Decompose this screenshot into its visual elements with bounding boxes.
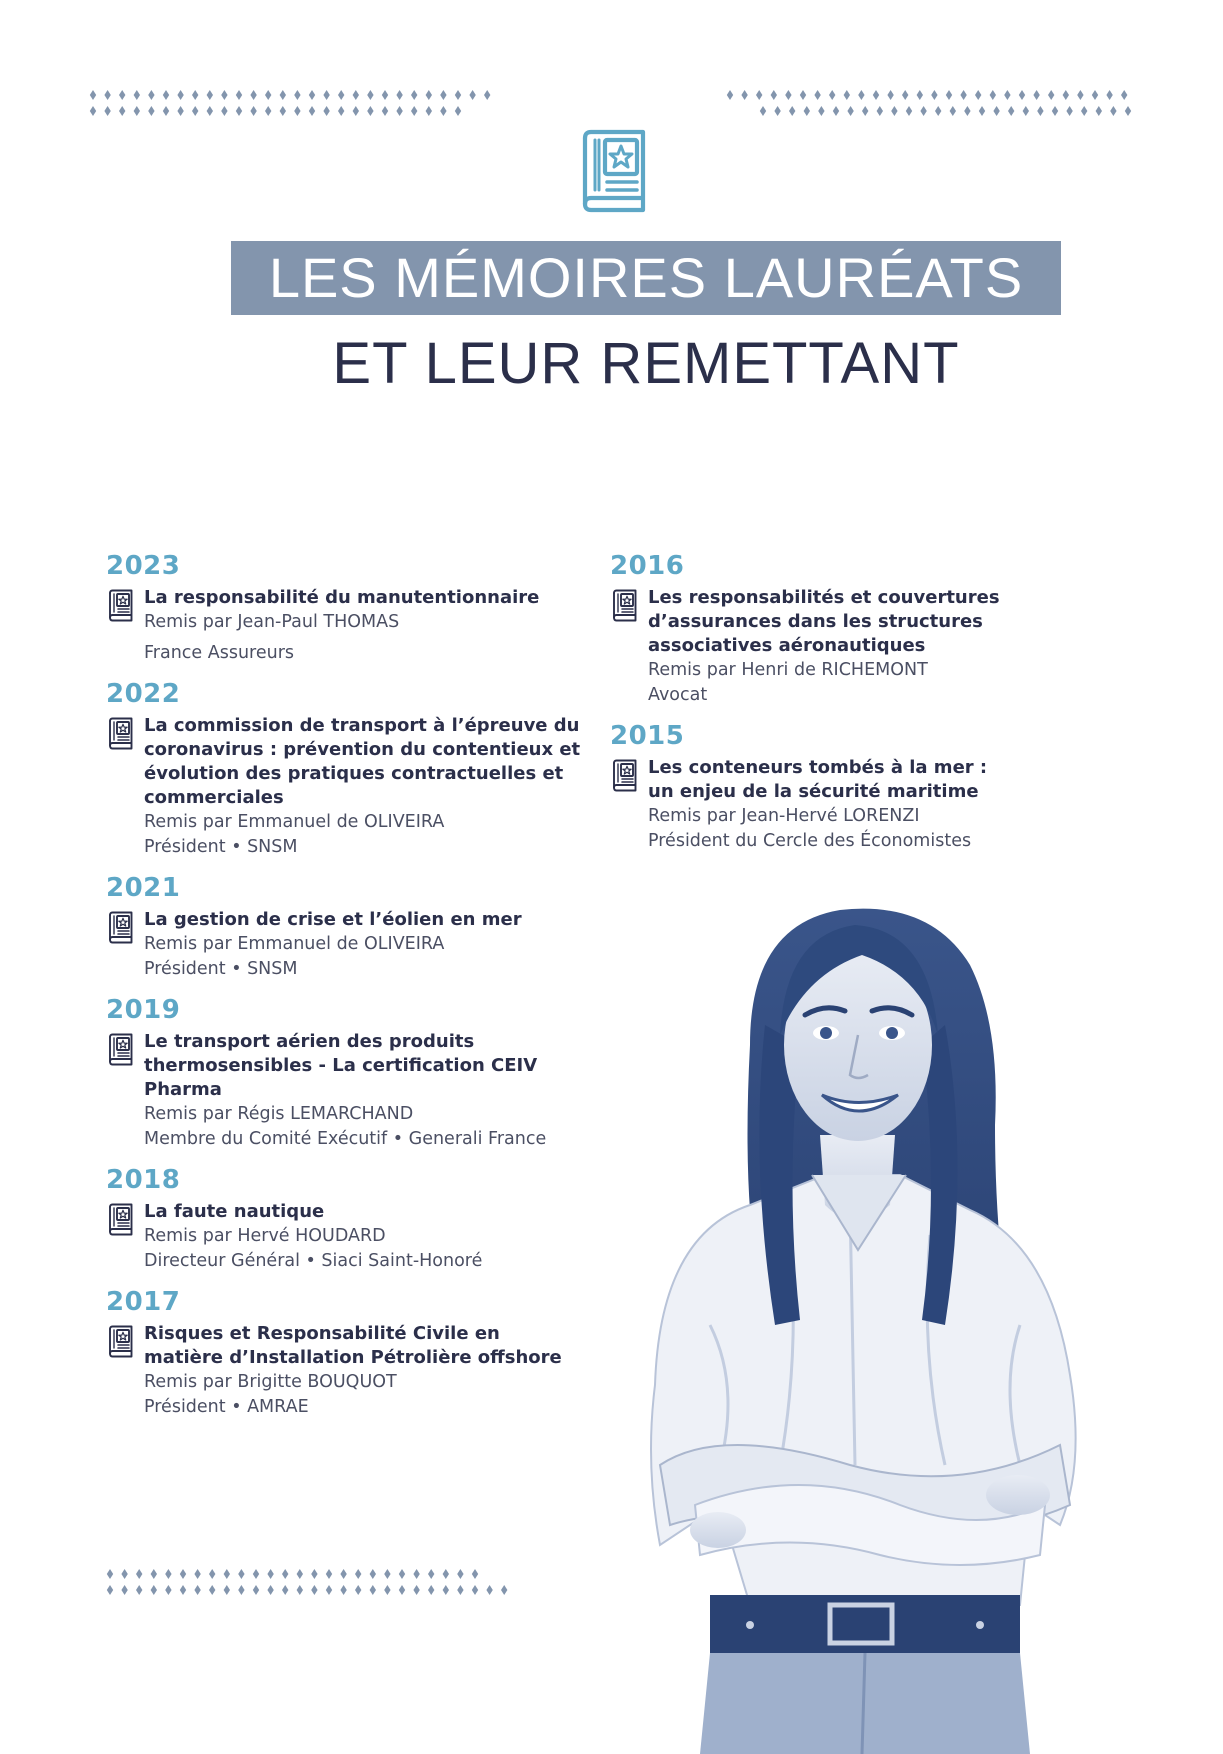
diamond-dot: [180, 1569, 186, 1579]
remettant-role: Directeur Général • Siaci Saint-Honoré: [144, 1251, 483, 1271]
diamond-dot: [440, 90, 446, 100]
diamond-dot: [950, 106, 956, 116]
year-label: 2019: [106, 995, 181, 1025]
remis-par: Remis par Régis LEMARCHAND: [144, 1104, 414, 1124]
diamond-dot: [250, 106, 256, 116]
book-star-icon: [106, 1325, 133, 1358]
diamond-dot: [370, 1569, 376, 1579]
diamond-dot: [440, 106, 446, 116]
diamond-dot: [902, 90, 908, 100]
diamond-dot: [192, 90, 198, 100]
page-title-line1: LES MÉMOIRES LAURÉATS: [268, 246, 1024, 309]
diamond-dot: [326, 1569, 332, 1579]
diamond-dot: [891, 106, 897, 116]
memoire-title: Risques et Responsabilité Civile en matière d’Installation Pétrolière offshore: [144, 1323, 562, 1368]
remis-par: Remis par Jean-Hervé LORENZI: [648, 806, 920, 826]
diamond-dot: [917, 90, 923, 100]
memoire-title: La commission de transport à l’épreuve du coronavirus : prévention du contentieux et évolution des pratiques contractuelles et commerciales: [144, 715, 581, 808]
diamond-dot: [399, 1569, 405, 1579]
diamond-dot: [265, 90, 271, 100]
diamond-dot: [267, 1585, 273, 1595]
diamond-dot: [136, 1585, 142, 1595]
laureates-column-right: [610, 550, 1030, 854]
diamond-dot: [353, 90, 359, 100]
diamond-dot: [946, 90, 952, 100]
decor-dots-top-left-1: [88, 88, 493, 102]
diamond-dot: [804, 106, 810, 116]
laureate-block-2016: [610, 550, 1030, 708]
decor-dots-bottom-1: [105, 1567, 480, 1581]
diamond-dot: [1121, 90, 1127, 100]
book-star-icon: [610, 759, 637, 792]
diamond-dot: [964, 106, 970, 116]
laureate-entry: [610, 586, 1030, 708]
diamond-dot: [90, 90, 96, 100]
diamond-dot: [399, 1585, 405, 1595]
year-label: 2015: [610, 721, 685, 751]
diamond-dot: [1063, 90, 1069, 100]
diamond-dot: [1110, 106, 1116, 116]
laureate-block-2017: [106, 1286, 606, 1420]
diamond-dot: [396, 90, 402, 100]
year-label: 2021: [106, 873, 181, 903]
diamond-dot: [107, 1569, 113, 1579]
diamond-dot: [163, 106, 169, 116]
decor-dots-top-right-2: [758, 104, 1133, 118]
memoire-title: Les responsabilités et couvertures d’assurances dans les structures associatives aéronautiques: [648, 587, 1000, 656]
remettant-role: France Assureurs: [144, 643, 295, 663]
diamond-dot: [90, 106, 96, 116]
diamond-dot: [887, 90, 893, 100]
diamond-dot: [1023, 106, 1029, 116]
diamond-dot: [457, 1569, 463, 1579]
book-star-icon: [106, 717, 133, 750]
diamond-dot: [294, 90, 300, 100]
diamond-dot: [148, 106, 154, 116]
diamond-dot: [280, 106, 286, 116]
diamond-dot: [960, 90, 966, 100]
diamond-dot: [207, 90, 213, 100]
book-star-icon: [610, 589, 637, 622]
diamond-dot-pattern-icon: [88, 88, 493, 102]
diamond-dot: [413, 1569, 419, 1579]
diamond-dot: [177, 106, 183, 116]
diamond-dot-pattern-icon: [105, 1583, 510, 1597]
diamond-dot: [194, 1569, 200, 1579]
diamond-dot: [1004, 90, 1010, 100]
book-star-icon: [106, 589, 133, 622]
diamond-dot: [906, 106, 912, 116]
diamond-dot: [1037, 106, 1043, 116]
diamond-dot: [455, 90, 461, 100]
laureates-column-left: [106, 550, 606, 1420]
laureate-block-2021: [106, 872, 606, 982]
diamond-dot: [224, 1585, 230, 1595]
diamond-dot: [774, 106, 780, 116]
remis-par: Remis par Hervé HOUDARD: [144, 1226, 386, 1246]
diamond-dot: [355, 1569, 361, 1579]
diamond-dot: [148, 90, 154, 100]
diamond-dot: [443, 1585, 449, 1595]
diamond-dot: [238, 1569, 244, 1579]
diamond-dot-pattern-icon: [88, 104, 463, 118]
remettant-role: Président • SNSM: [144, 837, 298, 857]
laureate-entry: [106, 1030, 606, 1152]
diamond-dot: [785, 90, 791, 100]
diamond-dot: [760, 106, 766, 116]
diamond-dot: [1033, 90, 1039, 100]
diamond-dot: [1048, 90, 1054, 100]
memoire-title: Le transport aérien des produits thermosensibles - La certification CEIV Pharma: [144, 1031, 538, 1100]
book-star-icon: [106, 911, 133, 944]
laureate-entry: [106, 586, 606, 666]
diamond-dot: [411, 106, 417, 116]
diamond-dot: [771, 90, 777, 100]
book-star-icon: [106, 1203, 133, 1236]
page-title-line2: ET LEUR REMETTANT: [332, 331, 960, 396]
woman-portrait-image: [600, 905, 1120, 1754]
diamond-dot: [469, 90, 475, 100]
remis-par: Remis par Henri de RICHEMONT: [648, 660, 928, 680]
memoire-title: La responsabilité du manutentionnaire: [144, 587, 540, 608]
memoire-title: La faute nautique: [144, 1201, 325, 1222]
diamond-dot: [209, 1569, 215, 1579]
diamond-dot: [833, 106, 839, 116]
diamond-dot: [501, 1585, 507, 1595]
diamond-dot: [265, 106, 271, 116]
decor-dots-bottom-2: [105, 1583, 510, 1597]
diamond-dot: [236, 106, 242, 116]
diamond-dot: [311, 1569, 317, 1579]
diamond-dot: [194, 1585, 200, 1595]
diamond-dot-pattern-icon: [725, 88, 1130, 102]
diamond-dot: [163, 90, 169, 100]
diamond-dot: [282, 1585, 288, 1595]
diamond-dot: [297, 1569, 303, 1579]
diamond-dot: [282, 1569, 288, 1579]
diamond-dot: [221, 90, 227, 100]
diamond-dot: [323, 90, 329, 100]
diamond-dot: [829, 90, 835, 100]
diamond-dot: [253, 1585, 259, 1595]
remettant-role: Président • SNSM: [144, 959, 298, 979]
diamond-dot: [756, 90, 762, 100]
diamond-dot: [238, 1585, 244, 1595]
diamond-dot: [993, 106, 999, 116]
diamond-dot: [370, 1585, 376, 1595]
remis-par: Remis par Emmanuel de OLIVEIRA: [144, 934, 445, 954]
diamond-dot: [180, 1585, 186, 1595]
diamond-dot: [119, 106, 125, 116]
diamond-dot: [297, 1585, 303, 1595]
diamond-dot: [338, 106, 344, 116]
diamond-dot: [221, 106, 227, 116]
laureate-entry: [610, 756, 1030, 854]
diamond-dot: [862, 106, 868, 116]
diamond-dot: [931, 90, 937, 100]
diamond-dot: [207, 106, 213, 116]
laureate-entry: [106, 714, 606, 860]
diamond-dot: [121, 1569, 127, 1579]
year-label: 2018: [106, 1165, 181, 1195]
diamond-dot: [323, 106, 329, 116]
book-star-icon: [575, 128, 647, 214]
laureate-entry: [106, 908, 606, 982]
diamond-dot: [727, 90, 733, 100]
diamond-dot: [990, 90, 996, 100]
diamond-dot: [367, 90, 373, 100]
diamond-dot: [858, 90, 864, 100]
laureate-block-2023: [106, 550, 606, 666]
diamond-dot: [1081, 106, 1087, 116]
diamond-dot: [311, 1585, 317, 1595]
diamond-dot: [253, 1569, 259, 1579]
diamond-dot: [789, 106, 795, 116]
diamond-dot: [382, 106, 388, 116]
diamond-dot: [814, 90, 820, 100]
laureate-entry: [106, 1322, 606, 1420]
diamond-dot: [1052, 106, 1058, 116]
diamond-dot: [935, 106, 941, 116]
diamond-dot: [165, 1569, 171, 1579]
diamond-dot: [340, 1585, 346, 1595]
diamond-dot: [136, 1569, 142, 1579]
diamond-dot: [338, 90, 344, 100]
diamond-dot: [165, 1585, 171, 1595]
diamond-dot: [1096, 106, 1102, 116]
diamond-dot: [353, 106, 359, 116]
laureate-entry: [106, 1200, 606, 1274]
diamond-dot: [119, 90, 125, 100]
diamond-dot: [151, 1569, 157, 1579]
diamond-dot: [267, 1569, 273, 1579]
remettant-role: Membre du Comité Exécutif • Generali France: [144, 1129, 547, 1149]
book-star-icon: [106, 1033, 133, 1066]
diamond-dot: [472, 1569, 478, 1579]
remettant-role: Avocat: [648, 685, 708, 705]
diamond-dot: [326, 1585, 332, 1595]
diamond-dot: [920, 106, 926, 116]
diamond-dot: [309, 106, 315, 116]
diamond-dot: [309, 90, 315, 100]
diamond-dot: [877, 106, 883, 116]
diamond-dot: [209, 1585, 215, 1595]
laureate-block-2018: [106, 1164, 606, 1274]
diamond-dot: [413, 1585, 419, 1595]
diamond-dot: [428, 1569, 434, 1579]
year-label: 2017: [106, 1287, 181, 1317]
diamond-dot: [121, 1585, 127, 1595]
memoire-title: La gestion de crise et l’éolien en mer: [144, 909, 522, 930]
diamond-dot: [1106, 90, 1112, 100]
diamond-dot: [177, 90, 183, 100]
diamond-dot: [224, 1569, 230, 1579]
year-label: 2023: [106, 551, 181, 581]
laureate-block-2022: [106, 678, 606, 860]
diamond-dot: [975, 90, 981, 100]
diamond-dot: [486, 1585, 492, 1595]
diamond-dot: [484, 90, 490, 100]
diamond-dot: [741, 90, 747, 100]
diamond-dot: [428, 1585, 434, 1595]
laureate-block-2015: [610, 720, 1030, 854]
decor-dots-top-left-2: [88, 104, 463, 118]
diamond-dot: [294, 106, 300, 116]
diamond-dot: [844, 90, 850, 100]
diamond-dot: [818, 106, 824, 116]
diamond-dot: [104, 106, 110, 116]
diamond-dot: [443, 1569, 449, 1579]
diamond-dot: [192, 106, 198, 116]
diamond-dot: [455, 106, 461, 116]
diamond-dot: [340, 1569, 346, 1579]
diamond-dot: [979, 106, 985, 116]
diamond-dot: [280, 90, 286, 100]
diamond-dot: [384, 1585, 390, 1595]
diamond-dot: [426, 106, 432, 116]
diamond-dot: [426, 90, 432, 100]
diamond-dot: [472, 1585, 478, 1595]
year-label: 2016: [610, 551, 685, 581]
diamond-dot: [457, 1585, 463, 1595]
diamond-dot: [134, 106, 140, 116]
diamond-dot: [396, 106, 402, 116]
diamond-dot: [151, 1585, 157, 1595]
memoire-title: Les conteneurs tombés à la mer : un enjeu de la sécurité maritime: [648, 757, 988, 802]
diamond-dot: [1092, 90, 1098, 100]
diamond-dot-pattern-icon: [758, 104, 1133, 118]
diamond-dot: [107, 1585, 113, 1595]
laureate-block-2019: [106, 994, 606, 1152]
remis-par: Remis par Brigitte BOUQUOT: [144, 1372, 397, 1392]
diamond-dot: [847, 106, 853, 116]
remis-par: Remis par Jean-Paul THOMAS: [144, 612, 400, 632]
decor-dots-top-right-1: [725, 88, 1130, 102]
diamond-dot-pattern-icon: [105, 1567, 480, 1581]
diamond-dot: [1066, 106, 1072, 116]
remettant-role: Président • AMRAE: [144, 1397, 309, 1417]
remis-par: Remis par Emmanuel de OLIVEIRA: [144, 812, 445, 832]
diamond-dot: [1008, 106, 1014, 116]
diamond-dot: [236, 90, 242, 100]
diamond-dot: [384, 1569, 390, 1579]
diamond-dot: [873, 90, 879, 100]
remettant-role: Président du Cercle des Économistes: [648, 831, 972, 851]
diamond-dot: [355, 1585, 361, 1595]
diamond-dot: [1125, 106, 1131, 116]
diamond-dot: [367, 106, 373, 116]
diamond-dot: [800, 90, 806, 100]
diamond-dot: [1019, 90, 1025, 100]
diamond-dot: [1077, 90, 1083, 100]
diamond-dot: [134, 90, 140, 100]
diamond-dot: [104, 90, 110, 100]
year-label: 2022: [106, 679, 181, 709]
diamond-dot: [250, 90, 256, 100]
diamond-dot: [382, 90, 388, 100]
diamond-dot: [411, 90, 417, 100]
